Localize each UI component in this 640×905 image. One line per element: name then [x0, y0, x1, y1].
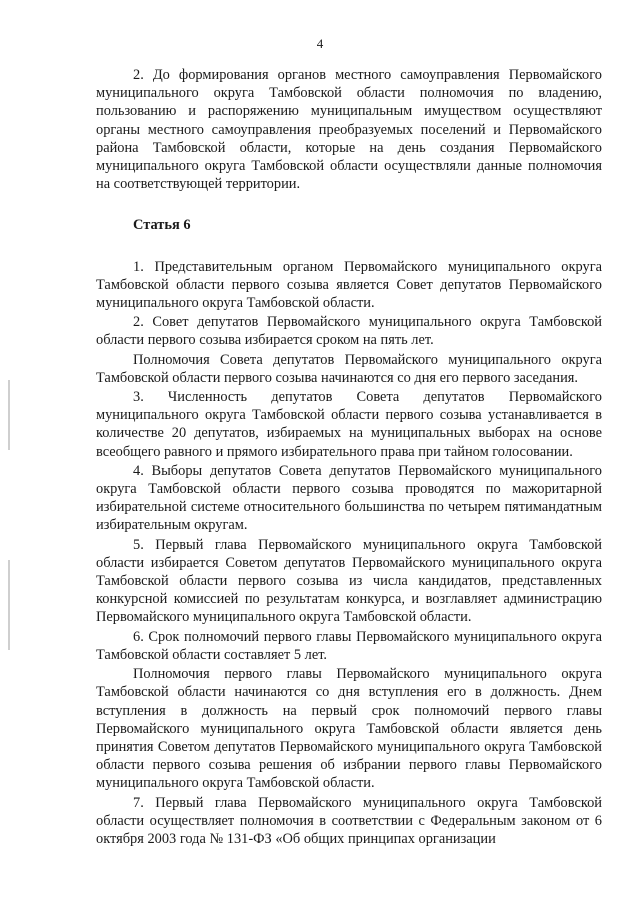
paragraph-art6-2-powers: Полномочия Совета депутатов Первомайского муниципального округа Тамбовской области первого созыва начинаются со дня его первого заседания.	[96, 351, 602, 386]
paragraph-art6-1: 1. Представительным органом Первомайского муниципального округа Тамбовской области первого созыва является Совет депутатов Первомайского муниципального округа Тамбовской области.	[96, 258, 602, 312]
paragraph-art6-2: 2. Совет депутатов Первомайского муниципального округа Тамбовской области первого созыва избирается сроком на пять лет.	[96, 314, 602, 349]
page-number: 4	[316, 36, 324, 51]
article-heading: Статья 6	[133, 217, 191, 234]
paragraph-art6-3: 3. Численность депутатов Совета депутатов Первомайского муниципального округа Тамбовской области первого созыва устанавливается в количестве 20 депутатов, избираемых на муниципальных выборах на основе всеобщего равного и прямого избирательного права при тайном голосовании.	[96, 389, 602, 460]
scan-margin-mark	[8, 380, 10, 450]
scan-margin-mark	[8, 560, 10, 650]
paragraph-article5-item2: 2. До формирования органов местного самоуправления Первомайского муниципального округа Тамбовской области полномочия по владению, пользованию и распоряжению муниципальным имуществом осуществляют органы местного самоуправления преобразуемых поселений и Первомайского района Тамбовской области, которые на день создания Первомайского муниципального округа Тамбовской области осуществляли данные полномочия на соответствующей территории.	[96, 67, 602, 193]
paragraph-art6-7: 7. Первый глава Первомайского муниципального округа Тамбовской области осуществляет полномочия в соответствии с Федеральным законом от 6 октября 2003 года № 131-ФЗ «Об общих принципах организации	[96, 794, 602, 847]
paragraph-art6-5: 5. Первый глава Первомайского муниципального округа Тамбовской области избирается Советом депутатов Первомайского муниципального округа Тамбовской области первого созыва из числа кандидатов, представленных конкурсной комиссией по результатам конкурса, и возглавляет администрацию Первомайского муниципального округа Тамбовской области.	[96, 536, 602, 626]
paragraph-art6-6-powers: Полномочия первого главы Первомайского муниципального округа Тамбовской области начинаются со дня вступления его в должность. Днем вступления в должность на первый срок полномочий первого главы Первомайского муниципального округа Тамбовской области является день принятия Советом депутатов Первомайского муниципального округа Тамбовской области первого созыва решения об избрании первого главы Первомайского муниципального округа Тамбовской области.	[96, 666, 602, 792]
paragraph-art6-6: 6. Срок полномочий первого главы Первомайского муниципального округа Тамбовской области составляет 5 лет.	[96, 628, 602, 663]
document-body	[96, 66, 602, 848]
paragraph-art6-4: 4. Выборы депутатов Совета депутатов Первомайского муниципального округа Тамбовской области первого созыва проводятся по мажоритарной избирательной системе относительного большинства по четырем пятимандатным избирательным округам.	[96, 462, 602, 534]
